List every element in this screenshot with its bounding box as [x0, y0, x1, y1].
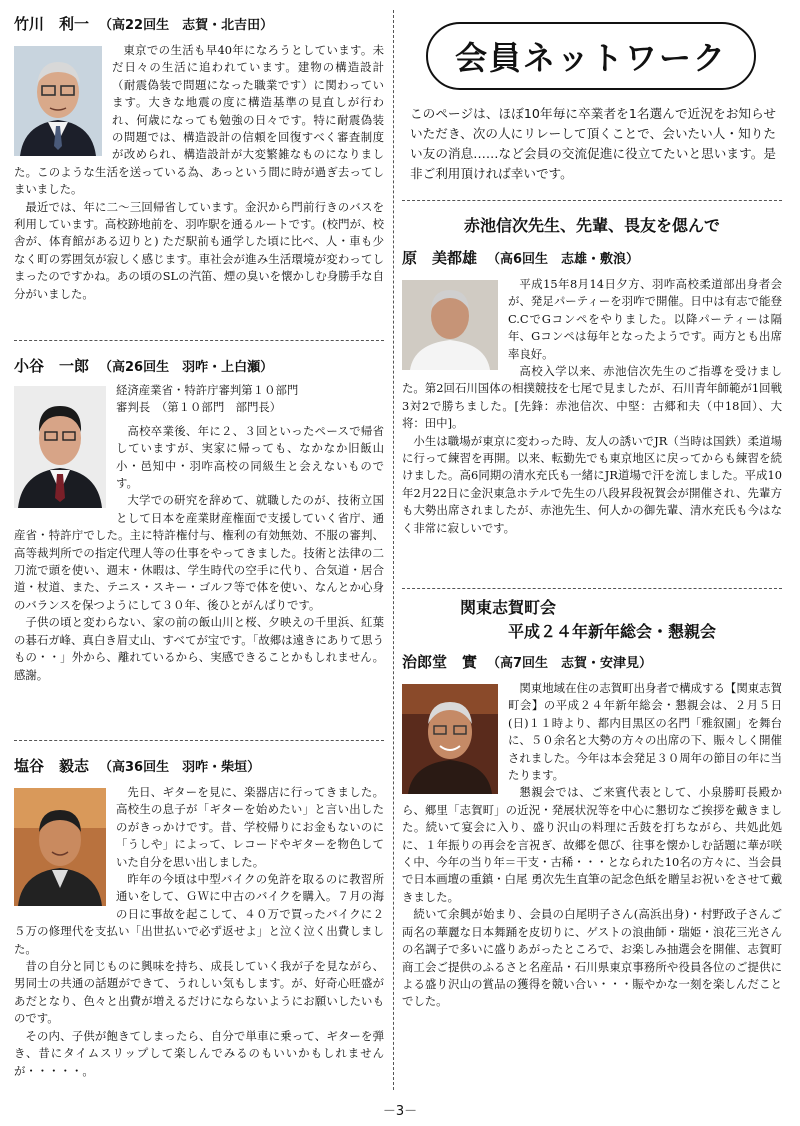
article-body: 経済産業省・特許庁審判第１０部門 審判長 （第１０部門 部門長） 高校卒業後、年に２、３回といったペースで帰省していますが、実家に帰っても、なかなか旧飯山小・邑知中・羽咋高校の同級生と会えないものです。 大学での研究を辞めて、就職したのが、技術立国として日本を産業財産権面で支援していく省庁、通産省・特許庁でした。主に特許権付与、権利の有効無効、不服の審判、高等裁判所での指定代理人等の仕事をやってきました。技術と法律の二刀流で頭を使い、週末・休暇は、学生時代の空手に代り、合気道・居合道・杖道、また、テニス・スキー・ゴルフ等で体を使い、なんとか心身のバランスを保つようにして３０年、後ひとがんばりです。 子供の頃と変わらない、家の前の飯山川と桜、夕映えの千里浜、紅葉の碁石ガ峰、真白き眉丈山、すべてが宝です。「故郷は遠きにありて思うもの・・」外から、離れているから、実感できることかもしれません。感謝。 [14, 383, 384, 682]
person-name: 竹川 利一 [14, 15, 90, 33]
section-separator [14, 340, 384, 341]
person-info: （高7回生 志賀・安津見） [487, 656, 653, 671]
page-number: －3－ [382, 1104, 418, 1119]
profile-takekawa [14, 14, 384, 303]
article-body: 平成15年8月14日夕方、羽咋高校柔道部出身者会が、発足パーティーを羽咋で開催。日中は有志で能登C.CでGコンペをやりました。以降パーティーは隔年、Gコンペは毎年となったようです。両方とも出席率良好。 高校入学以来、赤池信次先生のご指導を受けました。第2回石川国体の相撲競技を七尾で見ましたが、石川青年師範が1回戦3対2で勝ちました。[先鋒：赤池信次、中堅：古郷和夫（中18回）、大将：田中]。 小生は職場が東京に変わった時、友人の誘いでJR（当時は国鉄）柔道場に行って練習を再開。以来、転勤先でも東京地区に戻ってからも練習を続けました。高6同期の清水充氏も一緒にJR道場で汗を流しました。平成10年2月22日に金沢東急ホテルで先生の八段昇段祝賀会が開催され、先輩方も大勢出席されましたが、赤池先生、何人かの御先輩、清水充氏も今はなく非常に寂しいです。 [402, 277, 782, 535]
section-separator [14, 740, 384, 741]
article-body: 先日、ギターを見に、楽器店に行ってきました。高校生の息子が「ギターを始めたい」と言い出したのがきっかけです。昔、学校帰りにお金もないのに「うしや」によって、レコードやギターを物色していた自分を思い出しました。 昨年の今頃は中型バイクの免許を取るのに教習所通いをして、ＧＷに中古のバイクを購入。７月の海の日に事故を起こして、４０万で買ったバイクに２５万の修理代を支払い「出世払いで必ず返せよ」と泣く泣く出費しました。 昔の自分と同じものに興味を持ち、成長していく我が子を見ながら、男同士の共通の話題ができて、うれしい気もします。が、好奇心旺盛があだとなり、色々と出費が増えるだけにならないようにお願いしたいものです。 その内、子供が飽きてしまったら、自分で単車に乗って、ギターを弾き、昔にタイムスリップして楽しんでみるのもいいかもしれませんが・・・・・。 [14, 785, 384, 1078]
job-title-2: 審判長 （第１０部門 部門長） [116, 400, 282, 415]
article-heading-1: 関東志賀町会 [460, 598, 557, 617]
article-body: 東京での生活も早40年になろうとしています。未だ日々の生活に追われています。建物の構造設計（耐震偽装で問題になった職業です）に関わっています。大きな地震の度に構造基準の見直しが行われ、何歳になっても勉強の日々です。特に耐震偽装の問題では、構造設計の信頼を回復すべく審査制度が改められ、構造設計が大変繁雑なものになりました。このような生活を送っている為、あっという間に時が過ぎ去ってしまいました。 最近では、年に二～三回帰省しています。金沢から門前行きのバスを利用しています。高校跡地前を、羽咋駅を通るルートです。(校門が、校舎が、体育館がある辺りと) ただ駅前も通学した頃に比べ、人・車も少なく町の雰囲気が寂しく感じます。車社会が進み生活環境が変わってしまったのですかね。あの頃のSLの汽笛、煙の臭いを懐かしむ身勝手な自分がいました。 [14, 43, 384, 301]
portrait-photo [14, 46, 102, 156]
person-name: 原 美都雄 [402, 249, 478, 267]
job-title-1: 経済産業省・特許庁審判第１０部門 [116, 383, 299, 397]
portrait-photo [14, 386, 106, 508]
person-name: 小谷 一郎 [14, 357, 90, 375]
article-kanto-shika [402, 596, 782, 1011]
page-title: 会員ネットワーク [426, 22, 756, 90]
person-info: （高36回生 羽咋・柴垣） [99, 760, 261, 775]
article-body: 関東地域在住の志賀町出身者で構成する【関東志賀町会】の平成２４年新年総会・懇親会は、２月５日(日)１１時より、都内目黒区の名門「雅叙園」を舞台に、５０余名と大勢の方々の出席の下、賑々しく開催されました。今年は本会発足３０周年の節目の年に当たります。 懇親会では、ご来賓代表として、小泉勝町長殿から、郷里「志賀町」の近況・発展状況等を中心に懇切なご挨拶を戴きました。続いて宴会に入り、盛り沢山の料理に舌鼓を打ちながら、共処此処に、１年振りの再会を言祝ぎ、故郷を偲び、往事を懐かしむ話題に華が咲く中、今年の当り年＝干支・古稀・・・となられた10名の方々に、当会員で日本画壇の重鎮・白尾 勇次先生直筆の記念色紙を贈呈お祝いをさせて戴きました。 続いて余興が始まり、会員の白尾明子さん(高浜出身)・村野政子さんご両名の華麗な日本舞踊を皮切りに、ゲストの浪曲師・瑞姫・浪花三光さんの名調子で多いに盛りあがったところで、お楽しみ抽選会を開催、志賀町商工会ご提供のふるさと名産品・石川県東京事務所や役員各位のご提供による盛り沢山の賞品の獲得を競い合い・・・賑やかな一刻を楽しんだことでした。 [402, 681, 782, 1009]
intro-text: このページは、ほぼ10年毎に卒業者を1名選んで近況をお知らせいただき、次の人にリレーして頂くことで、会いたい人・知りたい友の消息……など会員の交流促進に役立てたいと思います。是非ご利用頂ければ幸いです。 [410, 106, 776, 181]
article-akaike [402, 214, 782, 537]
person-info: （高22回生 志賀・北吉田） [99, 18, 274, 33]
column-divider [393, 10, 394, 1090]
section-separator [402, 588, 782, 589]
section-separator [402, 200, 782, 201]
profile-shiotani [14, 756, 384, 1080]
person-info: （高26回生 羽咋・上白瀬） [99, 360, 274, 375]
person-name: 塩谷 毅志 [14, 757, 90, 775]
article-heading: 赤池信次先生、先輩、畏友を偲んで [463, 216, 720, 235]
portrait-photo [14, 788, 106, 906]
person-name: 治郎堂 實 [402, 653, 478, 671]
profile-kotani [14, 356, 384, 684]
portrait-photo [402, 280, 498, 370]
person-info: （高6回生 志雄・敷浪） [487, 252, 640, 267]
article-heading-2: 平成２４年新年総会・懇親会 [507, 622, 716, 641]
portrait-photo [402, 684, 498, 794]
